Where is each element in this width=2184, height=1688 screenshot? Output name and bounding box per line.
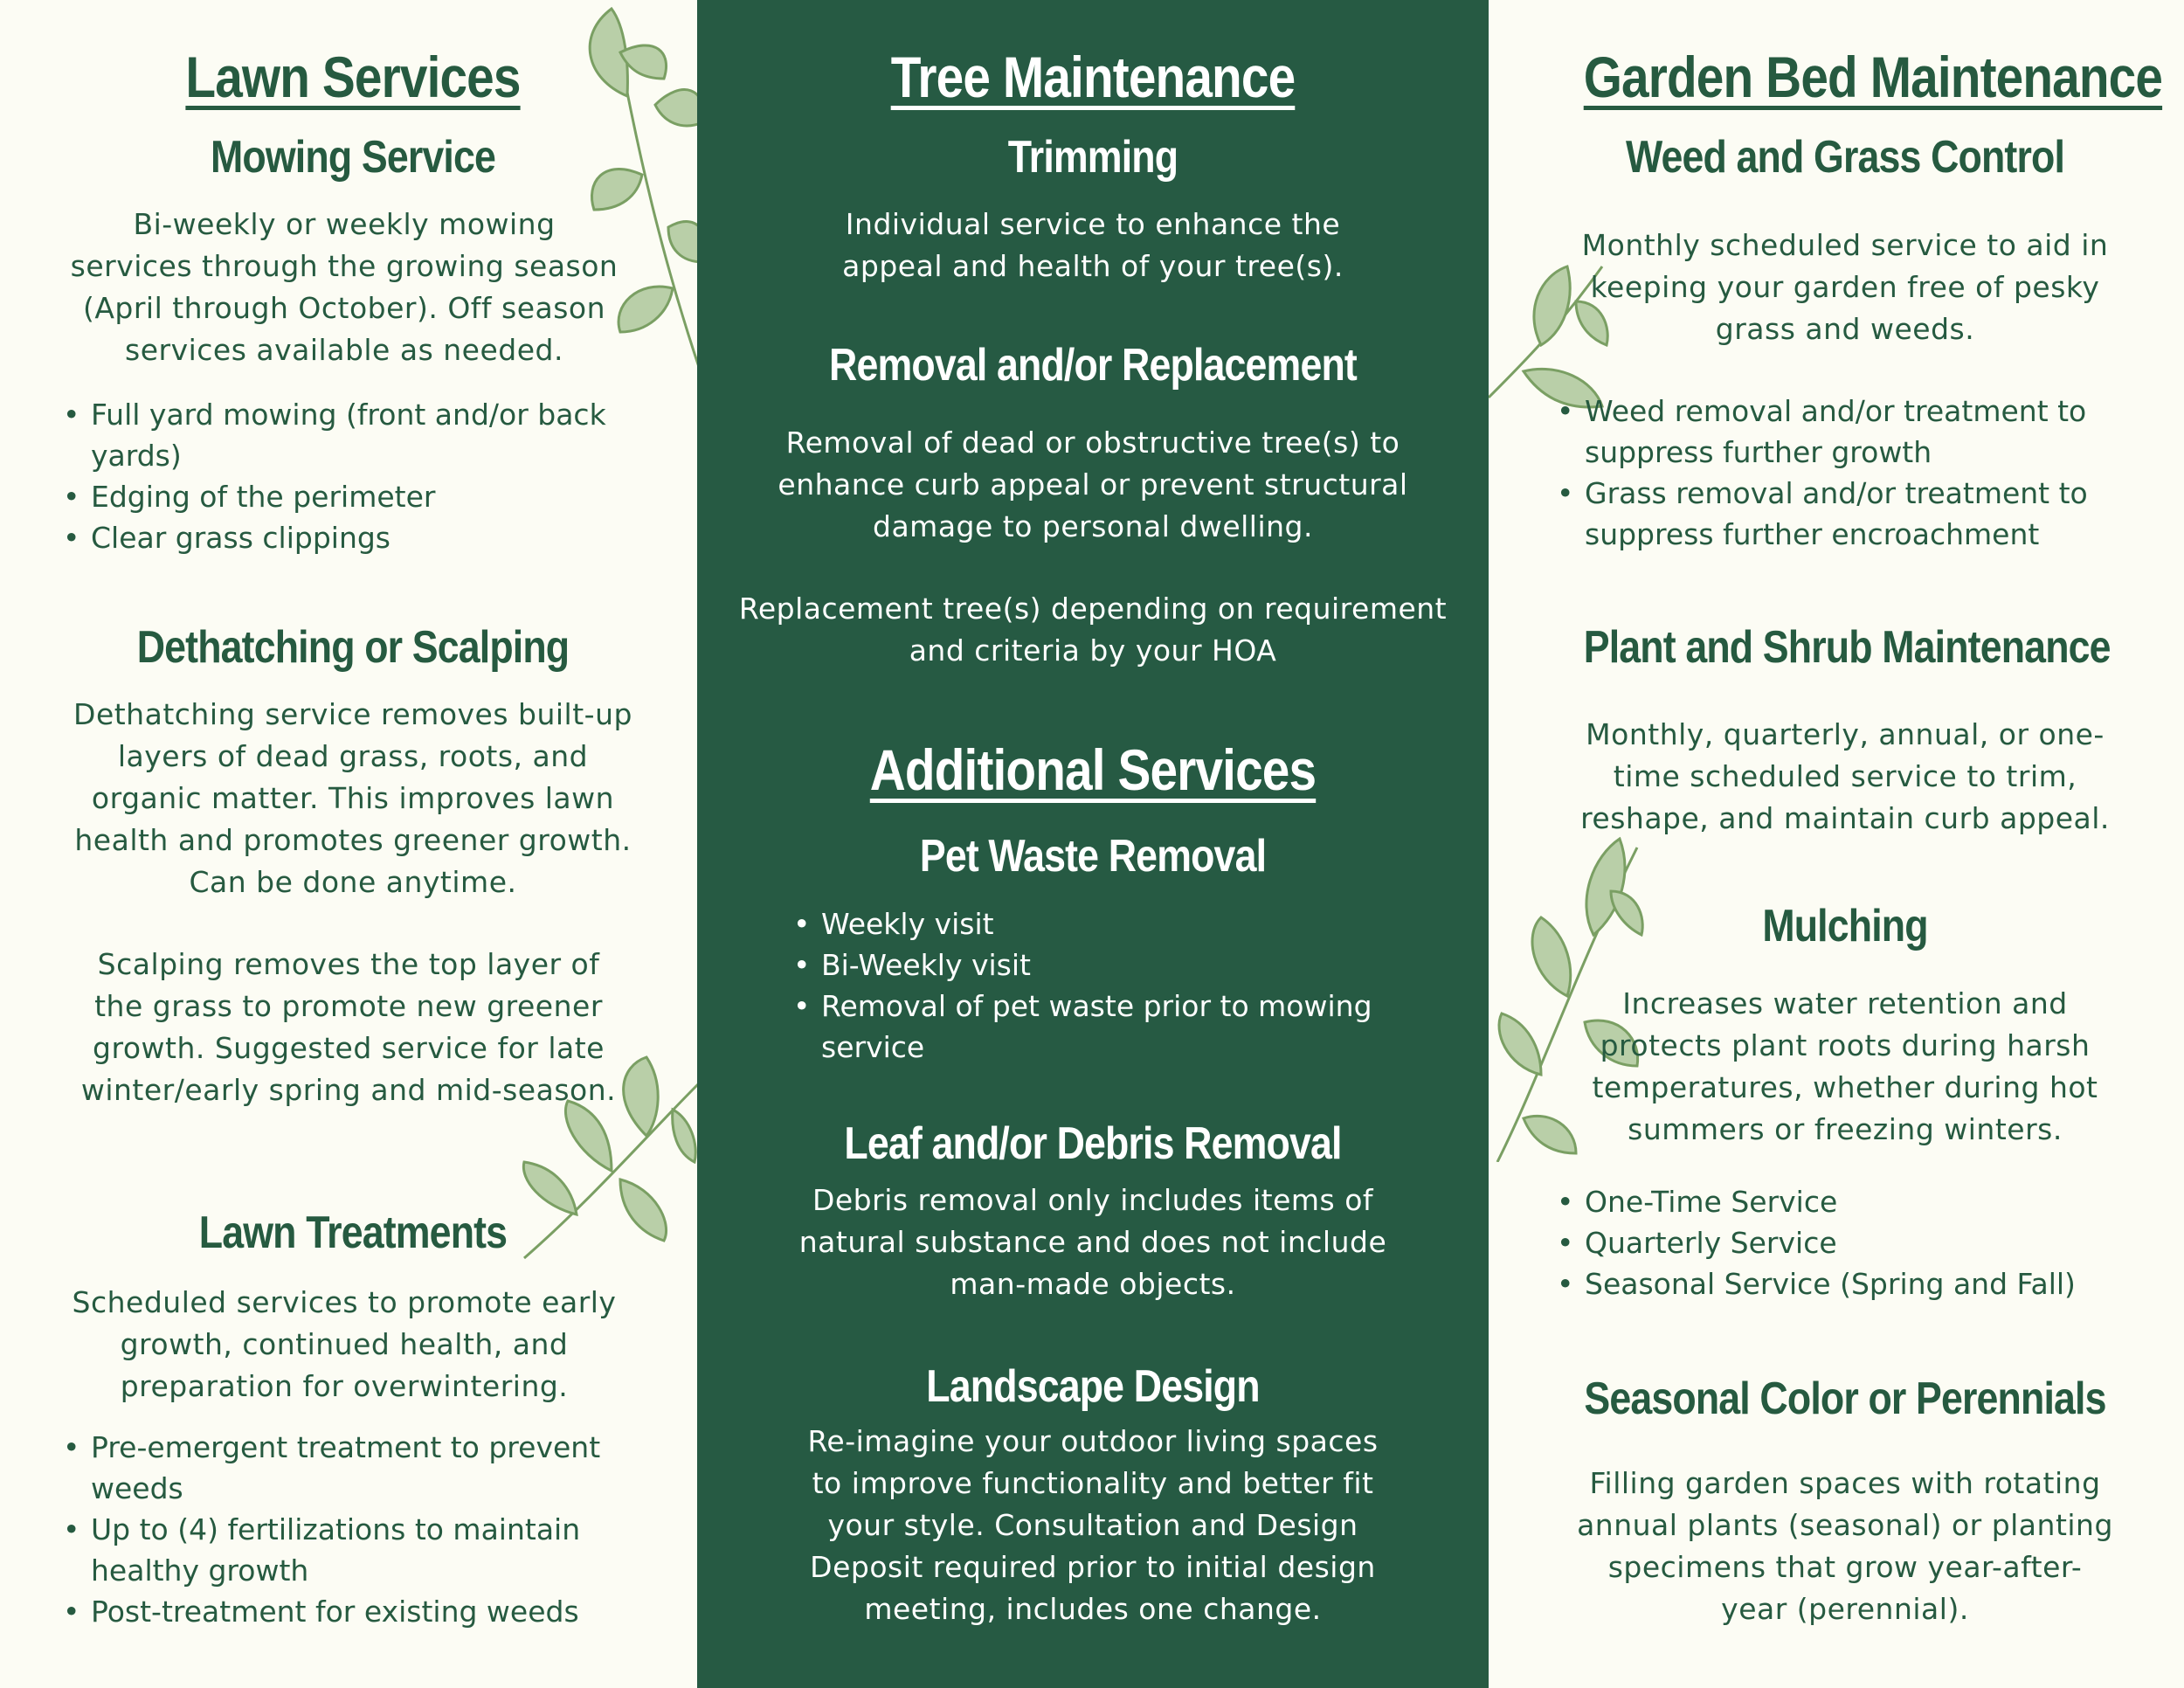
mulching-description: Increases water retention and protects plant roots during harsh temperatures, whether during hot summers or freezing winters. [1592,986,2098,1146]
plant-shrub-description: Monthly, quarterly, annual, or one-time scheduled service to trim, reshape, and maintain curb appeal. [1580,717,2110,835]
list-item: • Seasonal Service (Spring and Fall) [1555,1263,2149,1304]
list-item: • Bi-Weekly visit [791,944,1401,986]
mowing-service-title: Mowing Service [211,132,495,183]
scalping-description: Scalping removes the top layer of the grass to promote new greener growth. Suggested service for late winter/early spring and mid-season. [80,947,617,1107]
seasonal-color-description: Filling garden spaces with rotating annual plants (seasonal) or planting specimens that grow year-after-year (perennial). [1577,1466,2113,1626]
garden-bed-maintenance-column [1489,0,2184,1688]
mowing-service-list [61,394,627,558]
list-item: • Edging of the perimeter [61,476,627,517]
landscape-design-title: Landscape Design [926,1361,1260,1412]
weed-grass-control-title: Weed and Grass Control [1625,132,2065,183]
tree-maintenance-title: Tree Maintenance [890,45,1296,109]
leaf-debris-description: Debris removal only includes items of natural substance and does not include man-made objects. [798,1183,1387,1301]
landscape-design-description: Re-imagine your outdoor living spaces to improve functionality and better fit your style. Consultation and Design Deposit required prior to initial design meeting, includes one change. [807,1424,1379,1626]
lawn-services-column [0,0,697,1688]
tree-maintenance-column [697,0,1489,1688]
list-item: • Clear grass clippings [61,517,627,558]
list-item: • Removal of pet waste prior to mowing service [791,986,1401,1068]
trimming-description: Individual service to enhance the appeal and health of your tree(s). [842,207,1344,283]
leaf-debris-removal-title: Leaf and/or Debris Removal [844,1118,1342,1169]
garden-bed-maintenance-title: Garden Bed Maintenance [1583,45,2163,109]
trimming-title: Trimming [1007,132,1178,183]
list-item: • Grass removal and/or treatment to suppress further encroachment [1555,473,2149,555]
lawn-services-title: Lawn Services [185,45,521,109]
list-item: • Up to (4) fertilizations to maintain healthy growth [61,1509,627,1591]
plant-shrub-maintenance-title: Plant and Shrub Maintenance [1583,622,2111,673]
weed-grass-list [1555,391,2149,555]
mowing-service-description: Bi-weekly or weekly mowing services through the growing season (April through October). Off season services available as needed. [70,207,619,367]
removal-description: Removal of dead or obstructive tree(s) to enhance curb appeal or prevent structural damage to personal dwelling. [778,425,1408,543]
pet-waste-removal-title: Pet Waste Removal [919,831,1267,882]
lawn-treatments-title: Lawn Treatments [198,1207,508,1258]
seasonal-color-title: Seasonal Color or Perennials [1584,1373,2106,1424]
lawn-treatments-description: Scheduled services to promote early growth, continued health, and preparation for overwintering. [72,1285,617,1403]
list-item: • Quarterly Service [1555,1222,2149,1263]
list-item: • Post-treatment for existing weeds [61,1591,627,1632]
list-item: • Pre-emergent treatment to prevent weeds [61,1427,627,1509]
dethatching-description: Dethatching service removes built-up layers of dead grass, roots, and organic matter. This improves lawn health and promotes greener growth. Can be done anytime. [73,697,632,899]
weed-grass-description: Monthly scheduled service to aid in keeping your garden free of pesky grass and weeds. [1581,228,2109,346]
list-item: • Weed removal and/or treatment to suppress further growth [1555,391,2149,473]
removal-replacement-title: Removal and/or Replacement [829,340,1357,391]
pet-waste-list [791,903,1401,1068]
list-item: • Full yard mowing (front and/or back yards) [61,394,627,476]
list-item: • Weekly visit [791,903,1401,944]
mulching-list [1555,1181,2149,1304]
additional-services-title: Additional Services [869,737,1317,802]
dethatching-title: Dethatching or Scalping [136,622,570,673]
lawn-treatments-list [61,1427,627,1632]
mulching-title: Mulching [1762,901,1928,951]
list-item: • One-Time Service [1555,1181,2149,1222]
replacement-description: Replacement tree(s) depending on requirement and criteria by your HOA [738,591,1448,668]
